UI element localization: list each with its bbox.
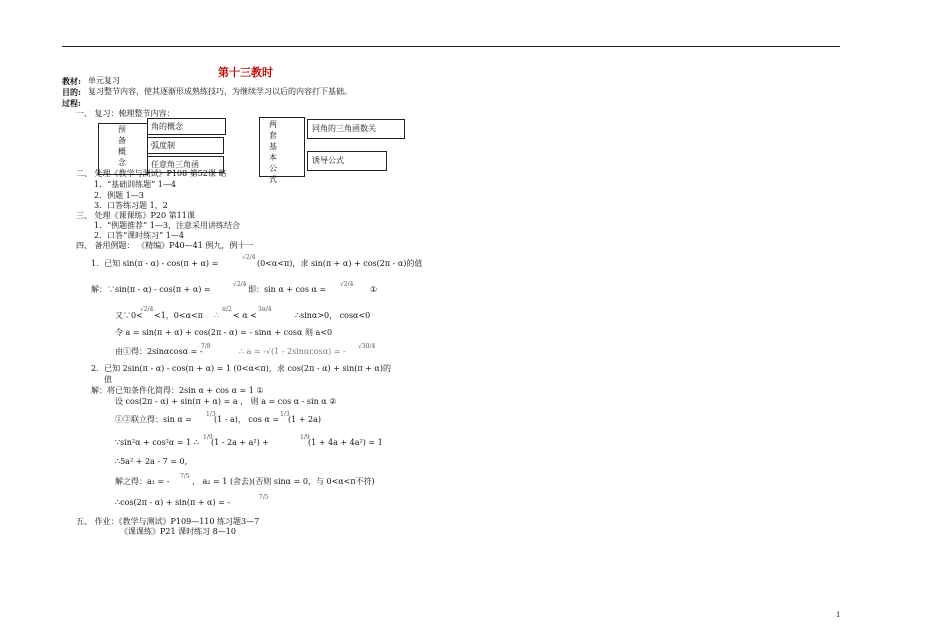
p2-step2: 设 cos(2π - α) + sin(π + α) = a ， 则 a = cos α - sin α ② [115, 397, 337, 406]
p1-s4-frac: 7/8 [201, 343, 211, 350]
p1-s1-mark: ① [370, 285, 378, 294]
p1-step4-b: ∴ a = -√(1 - 2sinαcosα) = - [239, 347, 346, 356]
p1-s1-frac: √2/4 [233, 281, 247, 288]
p2-step6: 解之得：a₁ = - [115, 477, 170, 486]
concept-box-radian: 弧度制 [147, 137, 224, 154]
p2-step4: ∵sin²α + cos²α = 1 ∴ [115, 438, 199, 447]
p2-step4-c: (1 + 4a + 4a²) = 1 [308, 438, 383, 447]
p2-question-2: 值 [104, 375, 112, 384]
p2-step3-b: (1 - a)， cos α = [214, 415, 280, 424]
p1-s1-frac2: √2/4 [340, 281, 354, 288]
p2-step3: ①②联立得：sin α = [115, 415, 193, 424]
section-3: 三、 处理《课课练》P20 第11课 [76, 211, 195, 220]
section-2-2: 2．例题 1—3 [94, 191, 144, 200]
p2-step3-c: (1 + 2a) [288, 415, 321, 424]
formula-box-induction: 诱导公式 [307, 151, 387, 171]
section-3-2: 2．口答“课时练习” 1—4 [94, 231, 184, 240]
p1-step2: 又∵0< [115, 311, 143, 320]
p1-step2-therefore: ∴ [214, 311, 220, 320]
section-2-3: 3．口答练习题 1，2 [94, 201, 168, 210]
page-title: 第十三教时 [218, 66, 273, 79]
p1-s2-frac3: 3π/4 [258, 306, 272, 313]
p1-step3: 令 a = sin(π + α) + cos(2π - α) = - sinα + cosα 则 a<0 [115, 328, 333, 337]
section-4: 四、 备用例题： 《精编》P40—41 例九，例十一 [76, 241, 254, 250]
p1-step2-ineq: < α < [233, 311, 257, 320]
p1-q-frac: √2/4 [242, 254, 256, 261]
p2-s4-frac: 1/9 [203, 434, 213, 441]
process-label: 过程: [62, 98, 81, 108]
p1-question: 1．已知 sin(π - α) - cos(π + α) = [91, 259, 219, 268]
section-3-1: 1．“例题推荐” 1—3，注意采用讲练结合 [94, 221, 240, 230]
p2-s6-frac: 7/5 [180, 473, 190, 480]
section-2: 二、 处理《教学与测试》P108 第52课 略 [76, 169, 227, 178]
p1-step1: 解：∵sin(π - α) - cos(π + α) = [91, 285, 211, 294]
p2-step6-b: ， a₂ = 1 (舍去)(否则 sinα = 0，与 0<α<π不符) [192, 477, 375, 486]
section-1: 一、 复习：梳理整节内容： [76, 109, 175, 118]
p2-s4-frac2: 1/9 [300, 434, 310, 441]
p2-question: 2．已知 2sin(π - α) - cos(π + α) = 1 (0<α<π)，求 cos(2π - α) + sin(π + α)的 [91, 364, 391, 373]
page-number: 1 [836, 611, 841, 619]
p2-step1: 解：将已知条件化简得：2sin α + cos α = 1 ① [91, 386, 264, 395]
p1-question-tail: (0<α<π)，求 sin(π + α) + cos(2π - α)的值 [257, 259, 423, 268]
header-rule [62, 46, 840, 47]
left-diagram-label: 预备概念 [118, 125, 126, 167]
p1-step4: 由①得：2sinαcosα = - [115, 347, 203, 356]
right-brace-box [259, 117, 305, 177]
p2-s3-frac: 1/3 [206, 411, 216, 418]
goal-value: 复习整节内容，使其逐渐形成熟练技巧，为继续学习以后的内容打下基础。 [88, 87, 352, 96]
p1-step2-sign: ∴sinα>0， cosα<0 [295, 311, 371, 320]
p1-s2-frac2: π/2 [222, 306, 232, 313]
p1-s2-frac: √2/4 [140, 306, 154, 313]
section-5: 五、 作业：《教学与测试》P109—110 练习题3—7 [76, 517, 260, 526]
p2-step7: ∴cos(2π - α) + sin(π + α) = - [115, 498, 231, 507]
p1-step2-tail: <1，0<α<π [154, 311, 203, 320]
p2-s7-frac: 7/5 [259, 494, 269, 501]
section-5-2: 《课课练》P21 课时练习 8—10 [120, 527, 236, 536]
p1-step1-tail: 即：sin α + cos α = [248, 285, 327, 294]
goal-label: 目的: [62, 87, 81, 97]
p2-s3-frac2: 1/3 [280, 411, 290, 418]
formula-box-same-angle: 同角的三角函数关 [307, 119, 405, 139]
material-value: 单元复习 [88, 76, 120, 85]
concept-box-angle: 角的概念 [147, 118, 226, 135]
p1-s4-frac2: √30/4 [358, 343, 376, 350]
section-2-1: 1．“基础训练题” 1—4 [94, 180, 176, 189]
concept-box-trig: 任意角三角函 [147, 156, 224, 173]
p2-step5: ∴5a² + 2a - 7 = 0, [115, 457, 188, 466]
right-diagram-label: 两套基本公式 [269, 120, 277, 184]
material-label: 教材: [62, 76, 81, 86]
p2-step4-b: (1 - 2a + a²) + [211, 438, 269, 447]
